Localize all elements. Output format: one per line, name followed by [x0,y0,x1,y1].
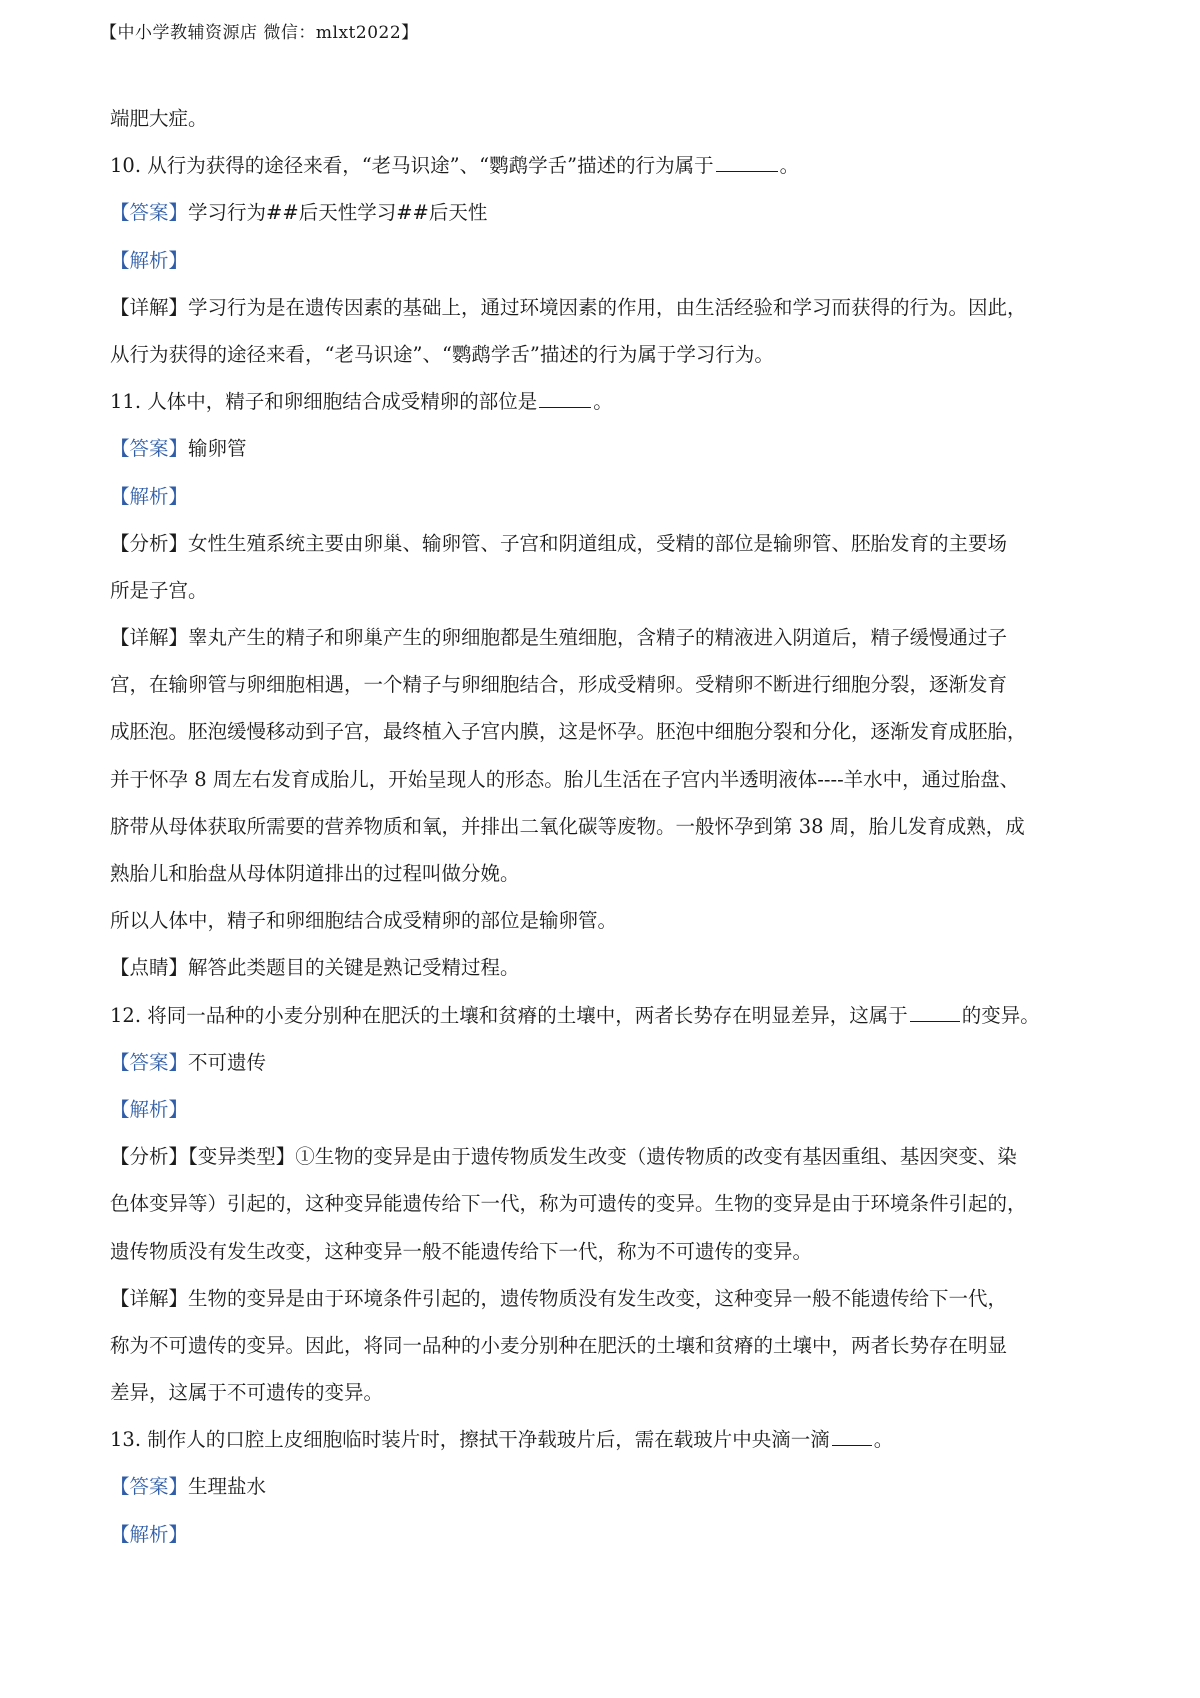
text-line: 遗传物质没有发生改变，这种变异一般不能遗传给下一代，称为不可遗传的变异。 [110,1239,813,1263]
text-line: 成胚泡。胚泡缓慢移动到子宫，最终植入子宫内膜，这是怀孕。胚泡中细胞分裂和分化，逐渐发育成胚胎， [110,720,1027,744]
text-line: 宫，在输卵管与卵细胞相遇，一个精子与卵细胞结合，形成受精卵。受精卵不断进行细胞分裂，逐渐发育 [110,673,1008,697]
question-10 [110,142,1100,189]
question-text: 13. 制作人的口腔上皮细胞临时装片时，擦拭干净载玻片后，需在载玻片中央滴一滴 [110,1428,830,1452]
answer-line [110,1463,1100,1510]
text-line: 脐带从母体获取所需要的营养物质和氧，并排出二氧化碳等废物。一般怀孕到第 38 周，胎儿发育成熟，成 [110,814,1025,838]
answer-blank [832,1427,872,1446]
text-line: 所以人体中，精子和卵细胞结合成受精卵的部位是输卵管。 [110,909,618,933]
text-line: 【点睛】解答此类题目的关键是熟记受精过程。 [110,956,520,980]
answer-line [110,425,1100,472]
answer-text: 不可遗传 [188,1050,267,1074]
text-line: 【分析】女性生殖系统主要由卵巢、输卵管、子宫和阴道组成，受精的部位是输卵管、胚胎发育的主要场 [110,531,1008,555]
analysis-label: 【解析】 [110,1522,189,1546]
answer-label: 【答案】 [110,201,189,225]
answer-line [110,189,1100,236]
text-line: 【详解】睾丸产生的精子和卵巢产生的卵细胞都是生殖细胞，含精子的精液进入阴道后，精子缓慢通过子 [110,626,1008,650]
text-line: 【详解】生物的变异是由于环境条件引起的，遗传物质没有发生改变，这种变异一般不能遗传给下一代， [110,1286,1008,1310]
question-end: 的变异。 [961,1003,1040,1027]
answer-blank [910,1003,960,1022]
answer-blank [539,389,591,408]
answer-text: 学习行为##后天性学习##后天性 [188,201,488,225]
question-text: 12. 将同一品种的小麦分别种在肥沃的土壤和贫瘠的土壤中，两者长势存在明显差异，这属于 [110,1003,908,1027]
question-end: 。 [873,1428,894,1452]
question-end: 。 [779,154,800,178]
question-12 [110,992,1100,1039]
question-text: 11. 人体中，精子和卵细胞结合成受精卵的部位是 [110,390,538,414]
text-line: 【详解】学习行为是在遗传因素的基础上，通过环境因素的作用，由生活经验和学习而获得的行为。因此， [110,295,1027,319]
question-11 [110,378,1100,425]
document-body [110,95,1100,1558]
analysis-label: 【解析】 [110,1097,189,1121]
text-line: 差异，这属于不可遗传的变异。 [110,1381,384,1405]
answer-label: 【答案】 [110,1475,189,1499]
question-end: 。 [593,390,613,414]
question-text: 10. 从行为获得的途径来看，“老马识途”、“鹦鹉学舌”描述的行为属于 [110,154,714,178]
text-line: 端肥大症。 [110,107,208,130]
answer-label: 【答案】 [110,1050,189,1074]
answer-blank [716,153,778,172]
answer-label: 【答案】 [110,437,189,461]
text-line: 熟胎儿和胎盘从母体阴道排出的过程叫做分娩。 [110,862,520,885]
text-line: 【分析】【变异类型】①生物的变异是由于遗传物质发生改变（遗传物质的改变有基因重组、基因突变、染 [110,1145,1017,1169]
answer-text: 生理盐水 [188,1475,267,1499]
text-line: 色体变异等）引起的，这种变异能遗传给下一代，称为可遗传的变异。生物的变异是由于环境条件引起的， [110,1192,1027,1216]
text-line: 称为不可遗传的变异。因此，将同一品种的小麦分别种在肥沃的土壤和贫瘠的土壤中，两者长势存在明显 [110,1333,1008,1357]
text-line: 从行为获得的途径来看，“老马识途”、“鹦鹉学舌”描述的行为属于学习行为。 [110,342,774,366]
question-13 [110,1416,1100,1463]
answer-text: 输卵管 [188,437,247,461]
text-line: 并于怀孕 8 周左右发育成胎儿，开始呈现人的形态。胎儿生活在子宫内半透明液体----羊水中，通过胎盘、 [110,767,1020,791]
analysis-label: 【解析】 [110,248,189,272]
text-line: 所是子宫。 [110,578,208,602]
page-header: 【中小学教辅资源店 微信：mlxt2022】 [100,23,419,43]
analysis-label: 【解析】 [110,484,189,508]
answer-line [110,1039,1100,1086]
